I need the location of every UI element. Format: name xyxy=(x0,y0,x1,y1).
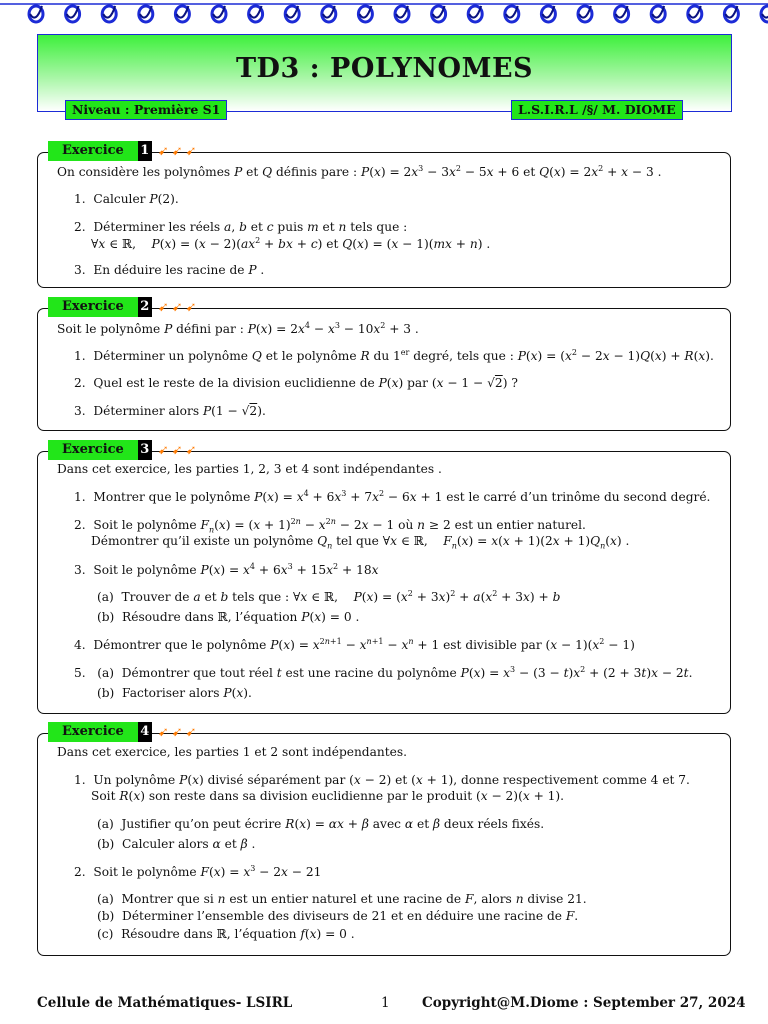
exercise-4-q2a: (a) Montrer que si n est un entier naturel et une racine de F, alors n divise 21. xyxy=(97,892,587,906)
exercise-2-intro: Soit le polynôme P défini par : $P(x) = 2x^4 - x^3 - 10x^2 + 3$ . xyxy=(57,321,419,337)
exercise-1-q3: 3. En déduire les racine de P . xyxy=(74,263,265,277)
exercise-3-intro: Dans cet exercice, les parties 1, 2, 3 et 4 sont indépendantes . xyxy=(57,462,442,476)
exercise-label: Exercice xyxy=(48,297,138,317)
difficulty-stars-icon: ➹➹➹ xyxy=(157,143,200,159)
exercise-3-q3a: (a) Trouver de a et b tels que : ∀x ∈ ℝ, $P(x) = (x^2 + 3x)^2 + a(x^2 + 3x) + b$ xyxy=(97,589,561,605)
exercise-4-q1b: (b) Calculer alors α et β . xyxy=(97,837,256,851)
exercise-label: Exercice xyxy=(48,141,138,161)
exercise-number: 2 xyxy=(138,297,152,317)
page-title: TD3 : POLYNOMES xyxy=(235,53,534,84)
footer-right: Copyright@M.Diome : September 27, 2024 xyxy=(422,995,746,1011)
exercise-4-q2: 2. Soit le polynôme $F(x) = x^3 - 2x - 21$ xyxy=(74,864,322,880)
exercise-3-q1: 1. Montrer que le polynôme $P(x) = x^4 + 6x^3 + 7x^2 - 6x + 1$ est le carré d’un trinôme du second degré. xyxy=(74,489,711,505)
exercise-4-q2b: (b) Déterminer l’ensemble des diviseurs de 21 et en déduire une racine de F. xyxy=(97,909,579,923)
exercise-label: Exercice xyxy=(48,440,138,460)
exercise-4-q1a: (a) Justifier qu’on peut écrire R(x) = αx + β avec α et β deux réels fixés. xyxy=(97,817,545,831)
exercise-2-q1: 1. Déterminer un polynôme Q et le polynôme R du 1er degré, tels que : $P(x) = (x^2 - 2x - 1)Q(x) + R(x)$. xyxy=(74,348,714,364)
exercise-1-tab xyxy=(48,141,200,161)
exercise-4-q1-line2: Soit R(x) son reste dans sa division euclidienne par le produit (x − 2)(x + 1). xyxy=(91,789,565,803)
exercise-1-intro: On considère les polynômes P et Q définis pare : $P(x) = 2x^3 - 3x^2 - 5x + 6$ et $Q(x) = 2x^2 + x - 3$ . xyxy=(57,164,662,180)
exercise-4-tab xyxy=(48,722,200,742)
exercise-3-q4: 4. Démontrer que le polynôme $P(x) = x^{2n+1} - x^{n+1} - x^n + 1$ est divisible par $(x - 1)(x^2 - 1)$ xyxy=(74,637,635,653)
exercise-1-q1: 1. Calculer P(2). xyxy=(74,192,179,206)
exercise-3-q5a: 5. (a) Démontrer que tout réel t est une racine du polynôme $P(x) = x^3 - (3 - t)x^2 + (2 + 3t)x - 2t$. xyxy=(74,665,693,681)
spiral-binding xyxy=(0,0,768,26)
exercise-number: 3 xyxy=(138,440,152,460)
exercise-1-q2: 2. Déterminer les réels a, b et c puis m et n tels que : xyxy=(74,220,408,234)
exercise-4-intro: Dans cet exercice, les parties 1 et 2 sont indépendantes. xyxy=(57,745,407,759)
exercise-3-tab xyxy=(48,440,200,460)
exercise-1-q2-formula: ∀x ∈ ℝ, $P(x) = (x - 2)(ax^2$ + bx + c) et Q(x) = (x − 1)(mx + n) . xyxy=(91,236,491,252)
exercise-2-tab xyxy=(48,297,200,317)
level-badge: Niveau : Première S1 xyxy=(65,100,227,120)
exercise-4-q2c: (c) Résoudre dans ℝ, l’équation f(x) = 0 . xyxy=(97,927,355,941)
exercise-3-q3b: (b) Résoudre dans ℝ, l’équation P(x) = 0 . xyxy=(97,610,360,624)
exercise-3-q5b: (b) Factoriser alors P(x). xyxy=(97,686,252,700)
difficulty-stars-icon: ➹➹➹ xyxy=(157,442,200,458)
page-number: 1 xyxy=(381,995,390,1011)
difficulty-stars-icon: ➹➹➹ xyxy=(157,299,200,315)
exercise-3-q2-line2: Démontrer qu’il existe un polynôme $Q_n$ tel que ∀x ∈ ℝ, $F_n(x) = x(x + 1)(2x + 1)Q_n(x)$ . xyxy=(91,534,630,551)
exercise-label: Exercice xyxy=(48,722,138,742)
exercise-3-q2: 2. Soit le polynôme $F_n(x) = (x + 1)^{2n} - x^{2n} - 2x - 1$ où n ≥ 2 est un entier naturel. xyxy=(74,517,586,535)
exercise-number: 1 xyxy=(138,141,152,161)
exercise-4-q1: 1. Un polynôme P(x) divisé séparément par (x − 2) et (x + 1), donne respectivement comme 4 et 7. xyxy=(74,773,690,787)
exercise-number: 4 xyxy=(138,722,152,742)
exercise-2-q2: 2. Quel est le reste de la division euclidienne de P(x) par (x − 1 − √2) ? xyxy=(74,376,518,390)
footer-left: Cellule de Mathématiques- LSIRL xyxy=(37,995,293,1011)
school-badge: L.S.I.R.L /§/ M. DIOME xyxy=(511,100,683,120)
difficulty-stars-icon: ➹➹➹ xyxy=(157,724,200,740)
exercise-2-q3: 3. Déterminer alors P(1 − √2). xyxy=(74,404,266,418)
exercise-3-q3: 3. Soit le polynôme $P(x) = x^4 + 6x^3 + 15x^2 + 18x$ xyxy=(74,562,379,578)
